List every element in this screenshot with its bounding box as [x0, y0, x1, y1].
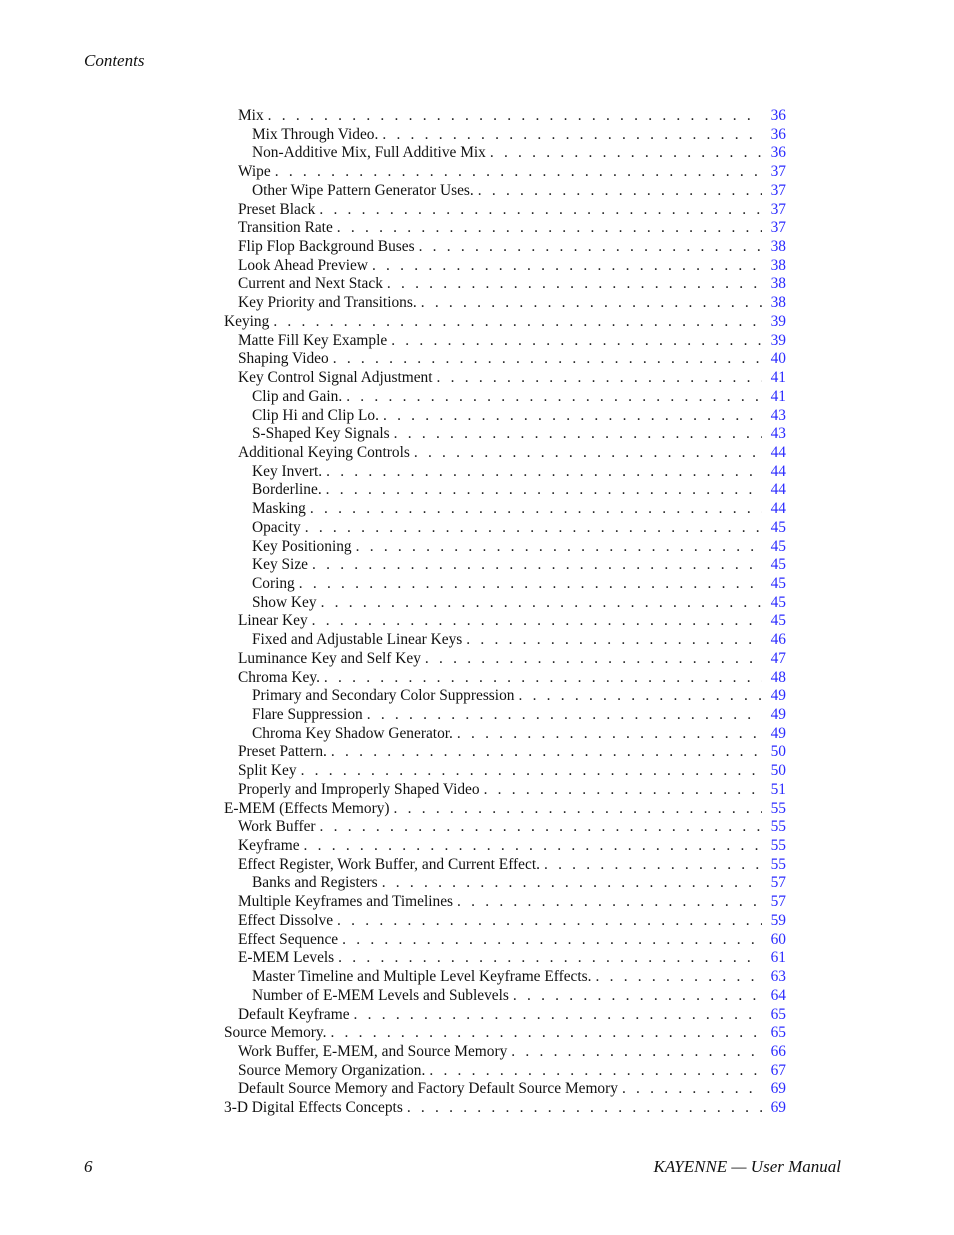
toc-entry-title: Source Memory Organization. [238, 1061, 426, 1079]
toc-page-link[interactable]: 61 [770, 949, 786, 967]
dot-leader [273, 313, 762, 332]
toc-entry-title: Master Timeline and Multiple Level Keyframe Effects. [252, 968, 592, 986]
toc-entry[interactable] [224, 1024, 786, 1043]
toc-entry-title: Chroma Key. [238, 668, 320, 686]
toc-entry[interactable] [224, 874, 786, 893]
toc-page-link[interactable]: 65 [770, 1005, 786, 1023]
toc-entry-title: Key Invert. [252, 462, 323, 480]
toc-entry-title: Work Buffer [238, 818, 316, 836]
dot-leader [457, 725, 762, 744]
toc-entry-title: Opacity [252, 518, 301, 536]
toc-page-link[interactable]: 38 [770, 294, 786, 312]
dot-leader [437, 369, 762, 388]
toc-entry-title: Keying [224, 312, 270, 330]
toc-page-link[interactable]: 45 [770, 556, 786, 574]
toc-entry-title: Banks and Registers [252, 874, 378, 892]
toc-page-link[interactable]: 45 [770, 612, 786, 630]
toc-page-link[interactable]: 43 [770, 425, 786, 443]
toc-page-link[interactable]: 65 [770, 1024, 786, 1042]
toc-page-link[interactable]: 46 [770, 631, 786, 649]
toc-entry[interactable] [224, 818, 786, 837]
dot-leader [330, 1024, 762, 1043]
dot-leader [622, 1080, 762, 1099]
toc-page-link[interactable]: 67 [770, 1061, 786, 1079]
toc-entry-title: Split Key [238, 762, 297, 780]
toc-entry[interactable] [224, 912, 786, 931]
toc-entry[interactable] [224, 313, 786, 332]
dot-leader [425, 650, 762, 669]
toc-page-link[interactable]: 59 [770, 911, 786, 929]
toc-entry-title: Key Positioning [252, 537, 352, 555]
toc-entry-title: Matte Fill Key Example [238, 331, 388, 349]
toc-page-link[interactable]: 45 [770, 537, 786, 555]
dot-leader [544, 856, 762, 875]
toc-page-link[interactable]: 50 [770, 743, 786, 761]
dot-leader [321, 594, 762, 613]
toc-page-link[interactable]: 45 [770, 518, 786, 536]
dot-leader [429, 1062, 762, 1081]
toc-entry-title: Primary and Secondary Color Suppression [252, 687, 515, 705]
toc-page-link[interactable]: 37 [770, 163, 786, 181]
toc-entry-title: Flare Suppression [252, 706, 363, 723]
toc-entry[interactable] [224, 762, 786, 781]
dot-leader [511, 1043, 762, 1062]
toc-entry-title: Other Wipe Pattern Generator Uses. [252, 181, 474, 199]
dot-leader [326, 481, 762, 500]
toc-entry[interactable] [224, 669, 786, 688]
dot-leader [518, 687, 762, 706]
toc-page-link[interactable]: 55 [770, 855, 786, 873]
toc-entry[interactable] [224, 257, 786, 276]
toc-entry-title: Mix Through Video. [252, 125, 379, 143]
dot-leader [513, 987, 762, 1006]
dot-leader [414, 444, 762, 463]
dot-leader [419, 238, 762, 257]
dot-leader [478, 182, 762, 201]
toc-entry-title: Show Key [252, 593, 317, 611]
toc-page-link[interactable]: 44 [770, 481, 786, 499]
toc-entry-title: 3-D Digital Effects Concepts [224, 1099, 403, 1117]
dot-leader [387, 275, 762, 294]
toc-entry[interactable] [224, 856, 786, 875]
toc-page-link[interactable]: 50 [770, 762, 786, 780]
toc-entry[interactable] [224, 481, 786, 500]
toc-entry[interactable] [224, 388, 786, 407]
toc-page-link[interactable]: 66 [770, 1042, 786, 1060]
dot-leader [383, 407, 762, 426]
toc-page-link[interactable]: 40 [770, 350, 786, 368]
toc-entry-title: Masking [252, 500, 306, 518]
toc-entry-title: E-MEM Levels [238, 949, 335, 967]
toc-page-link[interactable]: 37 [770, 219, 786, 237]
toc-entry[interactable] [224, 687, 786, 706]
toc-entry[interactable] [224, 519, 786, 538]
toc-entry[interactable] [224, 107, 786, 126]
dot-leader [394, 425, 762, 444]
toc-entry[interactable] [224, 725, 786, 744]
toc-entry-title: Preset Pattern. [238, 743, 327, 761]
toc-entry[interactable] [224, 219, 786, 238]
toc-entry-title: Linear Key [238, 612, 308, 630]
dot-leader [382, 126, 762, 145]
toc-page-link[interactable]: 63 [770, 968, 786, 986]
toc-entry[interactable] [224, 800, 786, 819]
toc-page-link[interactable]: 49 [770, 687, 786, 705]
toc-entry[interactable] [224, 1080, 786, 1099]
dot-leader [407, 1099, 762, 1118]
toc-entry[interactable] [224, 275, 786, 294]
toc-entry[interactable] [224, 837, 786, 856]
toc-entry-title: Key Priority and Transitions. [238, 294, 417, 312]
toc-entry-title: Luminance Key and Self Key [238, 649, 421, 667]
toc-entry[interactable] [224, 1006, 786, 1025]
dot-leader [346, 388, 762, 407]
toc-page-link[interactable]: 36 [770, 107, 786, 124]
dot-leader [337, 219, 762, 238]
toc-entry-title: Effect Register, Work Buffer, and Current Effect. [238, 855, 540, 873]
toc-entry-title: Current and Next Stack [238, 275, 383, 293]
dot-leader [312, 556, 762, 575]
toc-entry[interactable] [224, 238, 786, 257]
page-number: 6 [84, 1157, 93, 1176]
toc-entry[interactable] [224, 332, 786, 351]
toc-entry[interactable] [224, 350, 786, 369]
toc-entry-title: Non-Additive Mix, Full Additive Mix [252, 144, 486, 162]
toc-entry[interactable] [224, 594, 786, 613]
toc-page-link[interactable]: 39 [770, 312, 786, 330]
dot-leader [342, 931, 762, 950]
dot-leader [484, 781, 762, 800]
toc-page-link[interactable]: 49 [770, 724, 786, 742]
toc-entry[interactable] [224, 463, 786, 482]
toc-entry-title: Number of E-MEM Levels and Sublevels [252, 986, 509, 1004]
dot-leader [312, 612, 762, 631]
toc-entry[interactable] [224, 556, 786, 575]
toc-page-link[interactable]: 57 [770, 893, 786, 911]
toc-entry[interactable] [224, 893, 786, 912]
toc-entry-title: Transition Rate [238, 219, 333, 237]
dot-leader [356, 538, 762, 557]
toc-entry-title: Clip and Gain. [252, 387, 343, 405]
toc-page-link[interactable]: 43 [770, 406, 786, 424]
toc-entry[interactable] [224, 987, 786, 1006]
toc-entry[interactable] [224, 126, 786, 145]
dot-leader [299, 575, 762, 594]
toc-page-link[interactable]: 45 [770, 574, 786, 592]
toc-entry[interactable] [224, 631, 786, 650]
toc-entry-title: Shaping Video [238, 350, 329, 368]
toc-page-link[interactable]: 69 [770, 1080, 786, 1098]
dot-leader [331, 743, 762, 762]
toc-entry[interactable] [224, 706, 786, 725]
toc-entry[interactable] [224, 1099, 786, 1118]
toc-entry[interactable] [224, 163, 786, 182]
toc-entry[interactable] [224, 612, 786, 631]
toc-entry-title: Key Size [252, 556, 308, 574]
toc-entry[interactable] [224, 575, 786, 594]
dot-leader [319, 201, 762, 220]
toc-page-link[interactable]: 36 [770, 144, 786, 162]
dot-leader [466, 631, 762, 650]
toc-entry[interactable] [224, 407, 786, 426]
toc-entry-title: Coring [252, 574, 295, 592]
dot-leader [337, 912, 762, 931]
dot-leader [382, 874, 762, 893]
toc-page-link[interactable]: 55 [770, 818, 786, 836]
toc-entry-title: Fixed and Adjustable Linear Keys [252, 631, 463, 649]
toc-entry[interactable] [224, 781, 786, 800]
toc-entry[interactable] [224, 538, 786, 557]
toc-entry-title: Chroma Key Shadow Generator. [252, 724, 453, 742]
dot-leader [596, 968, 762, 987]
toc-entry[interactable] [224, 500, 786, 519]
toc-entry-title: Keyframe [238, 837, 300, 855]
toc-page-link[interactable]: 41 [770, 369, 786, 387]
toc-entry[interactable] [224, 369, 786, 388]
dot-leader [275, 163, 762, 182]
dot-leader [326, 463, 762, 482]
toc-entry-title: Flip Flop Background Buses [238, 238, 415, 256]
toc-entry[interactable] [224, 650, 786, 669]
dot-leader [301, 762, 762, 781]
toc-page-link[interactable]: 36 [770, 125, 786, 143]
toc-entry-title: Default Keyframe [238, 1005, 350, 1023]
toc-entry-title: Effect Sequence [238, 930, 339, 948]
toc-page-link[interactable]: 38 [770, 256, 786, 274]
toc-page-link[interactable]: 48 [770, 668, 786, 686]
dot-leader [421, 294, 762, 313]
toc-entry[interactable] [224, 931, 786, 950]
dot-leader [394, 800, 762, 819]
toc-entry[interactable] [224, 144, 786, 163]
toc-page-link[interactable]: 60 [770, 930, 786, 948]
toc-page-link[interactable]: 38 [770, 238, 786, 256]
toc-page-link[interactable]: 39 [770, 331, 786, 349]
toc-entry-title: Multiple Keyframes and Timelines [238, 893, 454, 911]
toc-entry-title: Default Source Memory and Factory Default Source Memory [238, 1080, 618, 1098]
toc-entry-title: Key Control Signal Adjustment [238, 369, 433, 387]
toc-entry[interactable] [224, 182, 786, 201]
toc-page-link[interactable]: 41 [770, 387, 786, 405]
dot-leader [304, 837, 762, 856]
toc-page-link[interactable]: 55 [770, 837, 786, 855]
toc-entry[interactable] [224, 201, 786, 220]
dot-leader [338, 949, 762, 968]
dot-leader [367, 706, 762, 725]
toc-page-link[interactable]: 45 [770, 593, 786, 611]
toc-page-link[interactable]: 64 [770, 986, 786, 1004]
toc-entry-title: Clip Hi and Clip Lo. [252, 406, 379, 424]
toc-entry[interactable] [224, 743, 786, 762]
toc-entry-title: Look Ahead Preview [238, 256, 368, 274]
toc-page-link[interactable]: 69 [770, 1099, 786, 1117]
dot-leader [268, 107, 762, 126]
toc-entry-title: Borderline. [252, 481, 322, 499]
toc-entry[interactable] [224, 1043, 786, 1062]
toc-page-link[interactable]: 55 [770, 799, 786, 817]
toc-page-link[interactable]: 57 [770, 874, 786, 892]
toc-entry[interactable] [224, 425, 786, 444]
dot-leader [391, 332, 762, 351]
table-of-contents [224, 107, 786, 1118]
toc-page-link[interactable]: 51 [770, 780, 786, 798]
toc-entry[interactable] [224, 968, 786, 987]
toc-entry-title: Additional Keying Controls [238, 443, 410, 461]
dot-leader [333, 350, 762, 369]
toc-entry-title: Mix [238, 107, 264, 124]
toc-entry-title: Work Buffer, E-MEM, and Source Memory [238, 1042, 508, 1060]
dot-leader [324, 669, 762, 688]
toc-page-link[interactable]: 44 [770, 462, 786, 480]
toc-entry-title: Source Memory. [224, 1024, 327, 1042]
running-header: Contents [84, 51, 145, 70]
dot-leader [490, 144, 762, 163]
toc-entry[interactable] [224, 949, 786, 968]
toc-entry[interactable] [224, 1062, 786, 1081]
toc-entry-title: E-MEM (Effects Memory) [224, 799, 390, 817]
dot-leader [372, 257, 762, 276]
toc-page-link[interactable]: 38 [770, 275, 786, 293]
toc-entry-title: Wipe [238, 163, 271, 181]
toc-page-link[interactable]: 37 [770, 200, 786, 218]
running-footer-title: KAYENNE — User Manual [653, 1157, 841, 1176]
dot-leader [305, 519, 762, 538]
dot-leader [457, 893, 762, 912]
toc-entry-title: Properly and Improperly Shaped Video [238, 780, 480, 798]
toc-entry-title: Effect Dissolve [238, 911, 334, 929]
toc-page-link[interactable]: 44 [770, 443, 786, 461]
toc-entry[interactable] [224, 444, 786, 463]
toc-page-link[interactable]: 37 [770, 181, 786, 199]
dot-leader [354, 1006, 762, 1025]
toc-page-link[interactable]: 49 [770, 706, 786, 723]
toc-page-link[interactable]: 44 [770, 500, 786, 518]
dot-leader [320, 818, 762, 837]
dot-leader [310, 500, 762, 519]
toc-entry-title: Preset Black [238, 200, 316, 218]
toc-page-link[interactable]: 47 [770, 649, 786, 667]
toc-entry-title: S-Shaped Key Signals [252, 425, 390, 443]
toc-entry[interactable] [224, 294, 786, 313]
